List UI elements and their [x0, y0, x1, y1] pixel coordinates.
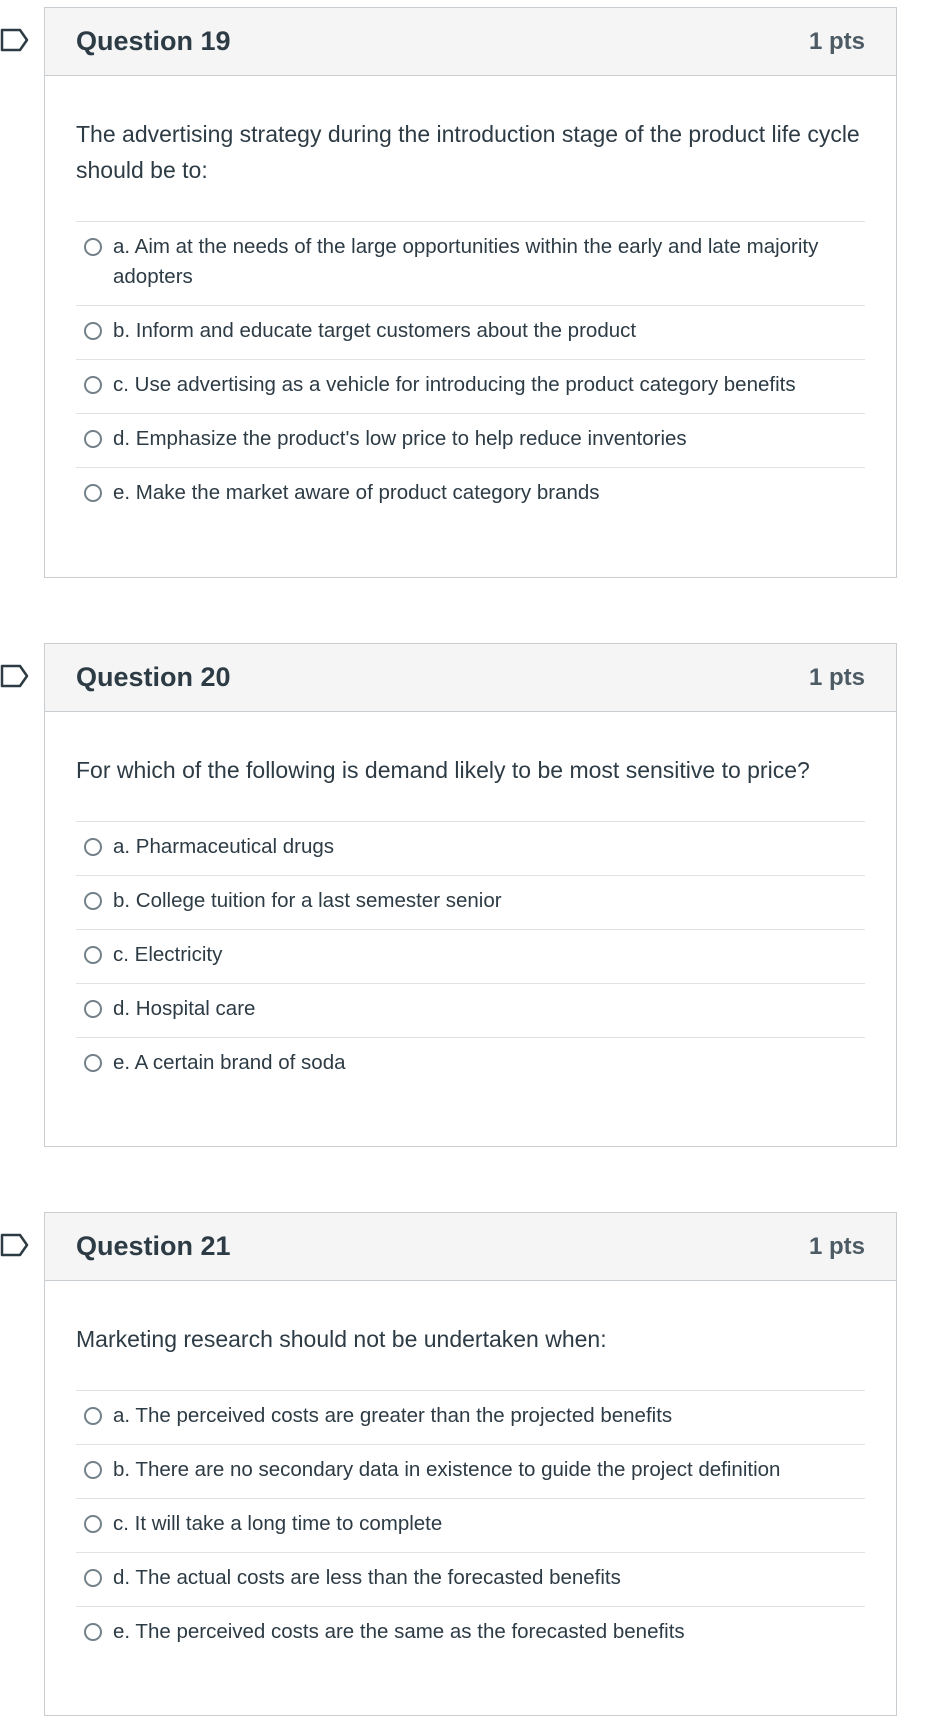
radio-unchecked-icon[interactable] [84, 430, 102, 448]
radio-unchecked-icon[interactable] [84, 1461, 102, 1479]
radio-unchecked-icon[interactable] [84, 1569, 102, 1587]
radio-unchecked-icon[interactable] [84, 484, 102, 502]
radio-unchecked-icon[interactable] [84, 1515, 102, 1533]
answer-label[interactable]: a. Pharmaceutical drugs [113, 835, 335, 858]
answer-option[interactable] [76, 306, 865, 360]
question-title: Question 21 [76, 1231, 231, 1261]
question-points: 1 pts [808, 27, 865, 55]
question-body [45, 1281, 896, 1660]
answer-label[interactable]: a. The perceived costs are greater than the projected benefits [113, 1404, 673, 1427]
question-points: 1 pts [808, 1232, 865, 1260]
question-body [45, 712, 896, 1091]
answer-label[interactable]: b. Inform and educate target customers about the product [113, 319, 637, 342]
flag-question-19-icon[interactable] [0, 28, 30, 52]
answer-label[interactable]: e. A certain brand of soda [113, 1051, 346, 1074]
question-21 [44, 1212, 897, 1716]
question-20 [44, 643, 897, 1147]
flag-question-21-icon[interactable] [0, 1233, 30, 1257]
answer-option[interactable] [76, 930, 865, 984]
radio-unchecked-icon[interactable] [84, 322, 102, 340]
question-text: The advertising strategy during the introduction stage of the product life cycle should be to: [76, 121, 860, 183]
answer-option[interactable] [76, 822, 865, 876]
radio-unchecked-icon[interactable] [84, 376, 102, 394]
question-text: Marketing research should not be undertaken when: [76, 1326, 607, 1352]
answer-label[interactable]: d. Emphasize the product's low price to help reduce inventories [113, 427, 687, 450]
answer-option[interactable] [76, 360, 865, 414]
answer-label[interactable]: d. The actual costs are less than the forecasted benefits [113, 1566, 621, 1589]
answer-label[interactable]: e. Make the market aware of product category brands [113, 481, 600, 504]
question-points: 1 pts [808, 663, 865, 691]
answer-label[interactable]: e. The perceived costs are the same as the forecasted benefits [113, 1620, 685, 1643]
radio-unchecked-icon[interactable] [84, 1407, 102, 1425]
question-body [45, 76, 896, 521]
question-title: Question 20 [76, 662, 231, 692]
answer-list [76, 1390, 865, 1660]
answer-option[interactable] [76, 876, 865, 930]
radio-unchecked-icon[interactable] [84, 238, 102, 256]
question-title: Question 19 [76, 26, 231, 56]
answer-option[interactable] [76, 1553, 865, 1607]
question-text: For which of the following is demand likely to be most sensitive to price? [76, 757, 810, 783]
answer-option[interactable] [76, 1391, 865, 1445]
radio-unchecked-icon[interactable] [84, 1000, 102, 1018]
radio-unchecked-icon[interactable] [84, 892, 102, 910]
radio-unchecked-icon[interactable] [84, 838, 102, 856]
answer-label[interactable]: d. Hospital care [113, 997, 256, 1020]
answer-label[interactable]: a. Aim at the needs of the large opportunities within the early and late majority adopters [113, 235, 819, 288]
answer-option[interactable] [76, 984, 865, 1038]
question-header [45, 1213, 896, 1281]
answer-label[interactable]: c. It will take a long time to complete [113, 1512, 443, 1535]
answer-option[interactable] [76, 1445, 865, 1499]
question-19 [44, 7, 897, 578]
answer-label[interactable]: b. There are no secondary data in existence to guide the project definition [113, 1458, 781, 1481]
answer-option[interactable] [76, 468, 865, 521]
answer-label[interactable]: c. Electricity [113, 943, 223, 966]
answer-list [76, 221, 865, 521]
answer-option[interactable] [76, 1499, 865, 1553]
answer-option[interactable] [76, 1607, 865, 1660]
answer-option[interactable] [76, 414, 865, 468]
answer-label[interactable]: b. College tuition for a last semester senior [113, 889, 502, 912]
radio-unchecked-icon[interactable] [84, 1623, 102, 1641]
radio-unchecked-icon[interactable] [84, 1054, 102, 1072]
radio-unchecked-icon[interactable] [84, 946, 102, 964]
answer-option[interactable] [76, 222, 865, 306]
answer-list [76, 821, 865, 1091]
question-header [45, 8, 896, 76]
flag-question-20-icon[interactable] [0, 664, 30, 688]
answer-label[interactable]: c. Use advertising as a vehicle for introducing the product category benefits [113, 373, 796, 396]
question-header [45, 644, 896, 712]
answer-option[interactable] [76, 1038, 865, 1091]
